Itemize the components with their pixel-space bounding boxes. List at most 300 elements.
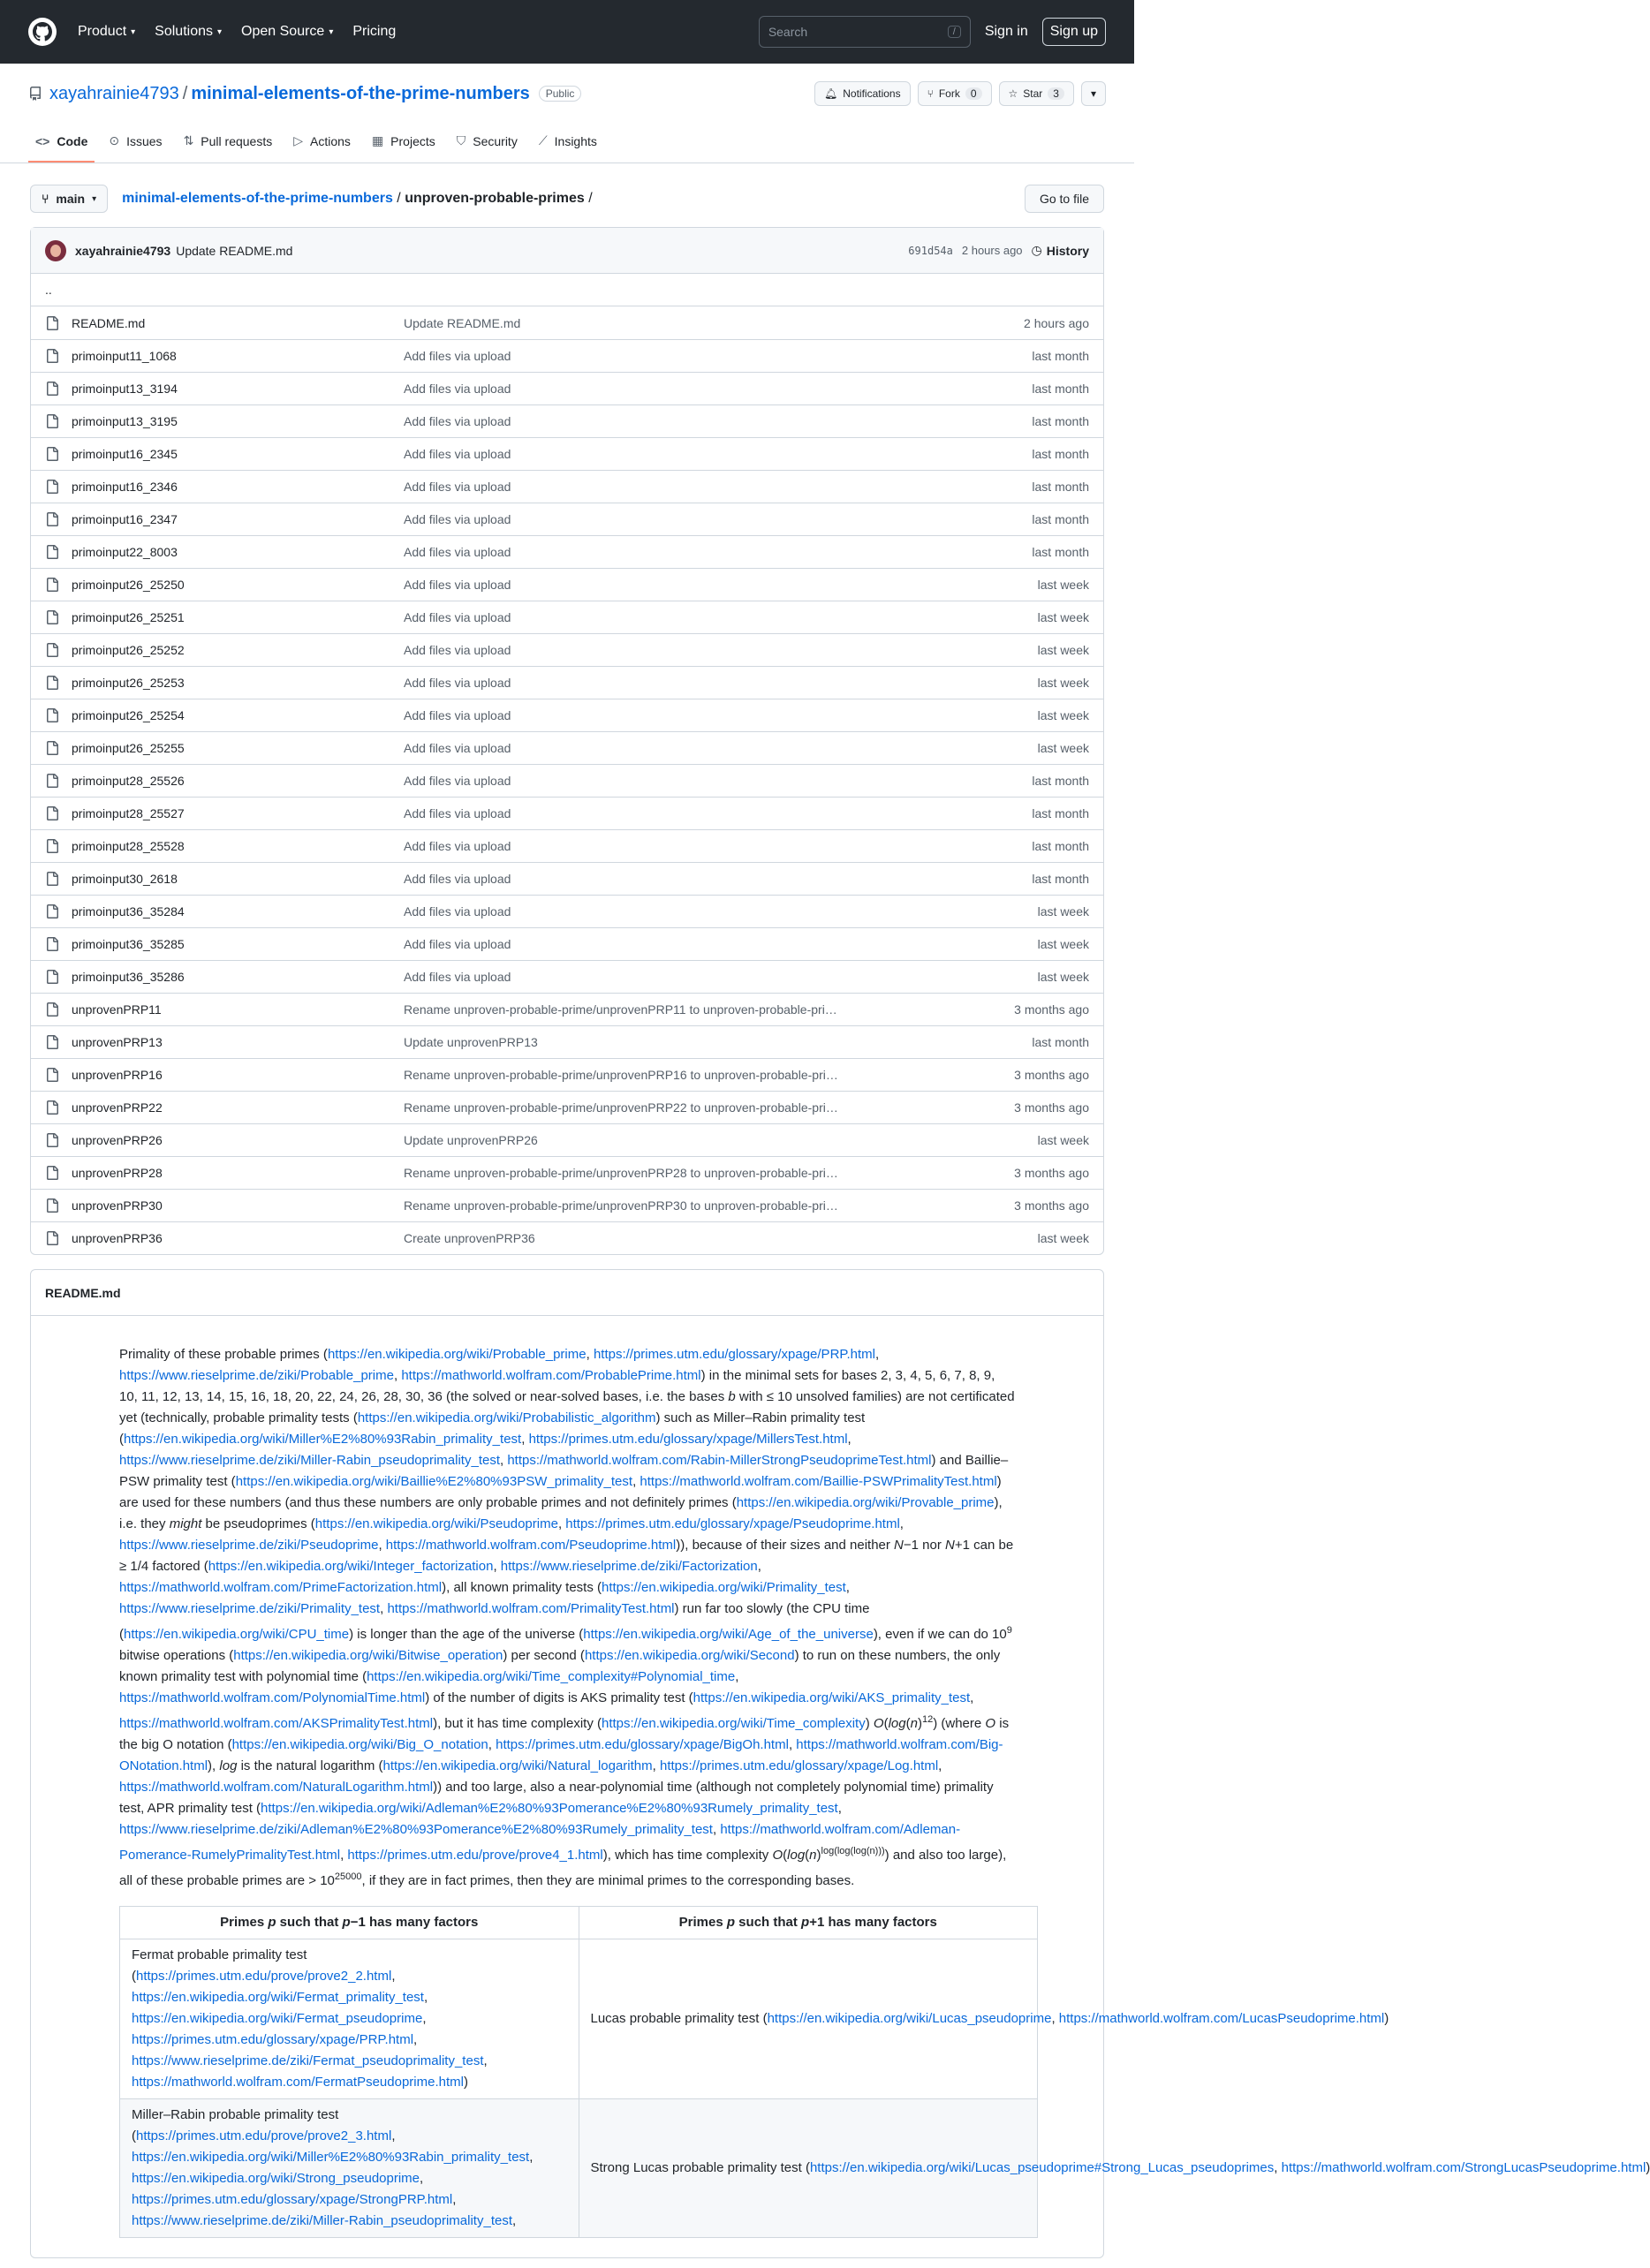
file-name-link[interactable]: unprovenPRP28 — [72, 1166, 163, 1180]
file-row[interactable] — [31, 503, 1103, 535]
file-age: last week — [1037, 970, 1089, 984]
file-row[interactable] — [31, 404, 1103, 437]
readme-link[interactable]: https://en.wikipedia.org/wiki/Lucas_pseudoprime#Strong_Lucas_pseudoprimes — [809, 2160, 1275, 2175]
readme-link[interactable]: https://en.wikipedia.org/wiki/Baillie%E2%80%93PSW_primality_test — [235, 1474, 633, 1489]
readme-link[interactable]: https://mathworld.wolfram.com/Rabin-MillerStrongPseudoprimeTest.html — [507, 1453, 932, 1468]
commit-meta — [908, 243, 1089, 258]
file-age: 3 months ago — [1014, 1100, 1089, 1115]
file-row[interactable] — [31, 993, 1103, 1025]
readme-link[interactable]: https://en.wikipedia.org/wiki/Fermat_pseudoprime — [132, 2011, 423, 2026]
readme-link[interactable]: https://primes.utm.edu/glossary/xpage/PRP.html — [593, 1347, 875, 1362]
file-commit-message[interactable]: Add files via upload — [404, 839, 511, 853]
readme-text: +1 can be ≥ 1/4 factored ( — [119, 1538, 1014, 1574]
file-commit-message[interactable]: Add files via upload — [404, 447, 511, 461]
file-name-link[interactable]: primoinput26_25254 — [72, 708, 185, 722]
file-row[interactable] — [31, 829, 1103, 862]
readme-text: , — [500, 1453, 508, 1468]
file-commit-message[interactable]: Update unprovenPRP26 — [404, 1133, 538, 1147]
file-age: last month — [1032, 872, 1089, 886]
file-age: last week — [1037, 708, 1089, 722]
file-name-link[interactable]: primoinput36_35284 — [72, 904, 185, 919]
file-commit-message[interactable]: Add files via upload — [404, 480, 511, 494]
file-commit-message[interactable]: Create unprovenPRP36 — [404, 1231, 535, 1245]
file-name-link[interactable]: unprovenPRP26 — [72, 1133, 163, 1147]
file-age: last month — [1032, 839, 1089, 853]
file-commit-message[interactable]: Add files via upload — [404, 578, 511, 592]
readme-italic-text: O — [772, 1848, 783, 1863]
file-commit-message[interactable]: Add files via upload — [404, 545, 511, 559]
readme-link[interactable]: https://en.wikipedia.org/wiki/CPU_time — [124, 1627, 350, 1642]
file-row[interactable] — [31, 699, 1103, 731]
search-placeholder: Search — [768, 25, 808, 39]
file-name-link[interactable]: unprovenPRP16 — [72, 1068, 163, 1082]
readme-text: , — [493, 1559, 501, 1574]
readme-link[interactable]: https://en.wikipedia.org/wiki/AKS_primality_test — [693, 1690, 971, 1705]
star-label: Star — [1023, 87, 1043, 100]
tab-issues[interactable] — [102, 133, 169, 163]
readme-text: ) is longer than the age of the universe ( — [349, 1627, 584, 1642]
readme-text: , — [488, 1737, 496, 1752]
file-name-link[interactable]: primoinput28_25528 — [72, 839, 185, 853]
nav-solutions[interactable] — [155, 24, 222, 40]
file-name-link[interactable]: primoinput16_2346 — [72, 480, 178, 494]
star-icon: ☆ — [1008, 87, 1018, 100]
file-commit-message[interactable]: Add files via upload — [404, 937, 511, 951]
readme-link[interactable]: https://en.wikipedia.org/wiki/Probable_prime — [327, 1347, 587, 1362]
readme-link[interactable]: https://www.rieselprime.de/ziki/Fermat_pseudoprimality_test — [132, 2053, 484, 2068]
file-commit-message[interactable]: Add files via upload — [404, 349, 511, 363]
file-row[interactable] — [31, 1156, 1103, 1189]
readme-link[interactable]: https://primes.utm.edu/prove/prove2_2.html — [136, 1969, 392, 1984]
file-commit-message[interactable]: Add files via upload — [404, 676, 511, 690]
repo-actions — [814, 81, 1106, 106]
file-name-link[interactable]: README.md — [72, 315, 146, 330]
readme-link[interactable]: https://www.rieselprime.de/ziki/Adleman%E2%80%93Pomerance%E2%80%93Rumely_primality_test — [119, 1822, 713, 1837]
readme-text: ) in the minimal sets for bases 2, 3, 4, 5, 6, 7, 8, 9, 10, 11, 12, 13, 14, 15, 16, 18, 20, 22, 24, 26, 28, 30, 36 (the solved or near-solved bases, i.e. the bases — [119, 1368, 995, 1404]
file-commit-message[interactable]: Rename unproven-probable-prime/unprovenPRP28 to unproven-probable-pri… — [404, 1166, 838, 1180]
readme-link[interactable]: https://en.wikipedia.org/wiki/Primality_test — [602, 1580, 846, 1595]
readme-link[interactable]: https://mathworld.wolfram.com/PrimeFactorization.html — [119, 1580, 443, 1595]
file-icon — [45, 382, 59, 396]
file-list — [30, 227, 1104, 1255]
readme-text: , — [757, 1559, 761, 1574]
latest-commit — [31, 228, 1103, 274]
file-age: last month — [1032, 382, 1089, 396]
file-icon — [45, 1100, 59, 1115]
readme-link[interactable]: https://mathworld.wolfram.com/LucasPseudoprime.html — [1058, 2011, 1385, 2026]
file-icon — [45, 349, 59, 363]
file-commit-message[interactable]: Rename unproven-probable-prime/unprovenPRP30 to unproven-probable-pri… — [404, 1198, 838, 1213]
readme-text: , — [938, 1758, 942, 1773]
file-name-link[interactable]: primoinput13_3195 — [72, 414, 178, 428]
readme-text: , — [340, 1848, 348, 1863]
file-row[interactable] — [31, 1058, 1103, 1091]
star-button[interactable] — [999, 81, 1074, 106]
file-name-link[interactable]: unprovenPRP22 — [72, 1100, 163, 1115]
github-logo-icon[interactable] — [28, 18, 57, 46]
file-age: 3 months ago — [1014, 1002, 1089, 1017]
file-name-link[interactable]: primoinput26_25253 — [72, 676, 185, 690]
file-name-link[interactable]: unprovenPRP11 — [72, 1002, 162, 1017]
file-age: last week — [1037, 610, 1089, 624]
readme-italic-text: O — [873, 1716, 884, 1731]
file-row[interactable] — [31, 372, 1103, 404]
file-age: last week — [1037, 904, 1089, 919]
tab-pull-requests[interactable] — [177, 133, 280, 163]
readme-text: with ≤ 10 unsolved families) are not certificated yet (technically, probable primality tests ( — [119, 1389, 1015, 1425]
readme-link[interactable]: https://www.rieselprime.de/ziki/Pseudoprime — [119, 1538, 379, 1553]
sign-up-button[interactable]: Sign up — [1042, 18, 1106, 46]
branch-icon: ⑂ — [42, 192, 49, 206]
file-icon — [45, 447, 59, 461]
readme-link[interactable]: https://primes.utm.edu/prove/prove2_3.html — [136, 2128, 392, 2143]
breadcrumb-separator: / — [397, 191, 405, 206]
readme-link[interactable]: https://primes.utm.edu/glossary/xpage/Pseudoprime.html — [565, 1516, 900, 1531]
chevron-down-icon: ▾ — [329, 26, 334, 37]
readme-link[interactable]: https://en.wikipedia.org/wiki/Strong_pseudoprime — [132, 2171, 420, 2186]
file-name-link[interactable]: primoinput26_25255 — [72, 741, 185, 755]
readme-link[interactable]: https://mathworld.wolfram.com/FermatPseudoprime.html — [132, 2075, 464, 2090]
readme-text: ) — [917, 1716, 922, 1731]
readme-text: , — [899, 1516, 904, 1531]
readme-link[interactable]: https://mathworld.wolfram.com/Big-ONotation.html — [119, 1737, 1003, 1773]
file-commit-message[interactable]: Add files via upload — [404, 806, 511, 820]
readme-text: Miller–Rabin probable primality test ( — [132, 2107, 339, 2143]
readme-link[interactable]: https://mathworld.wolfram.com/Baillie-PSWPrimalityTest.html — [640, 1474, 997, 1489]
readme-text: ), all known primality tests ( — [442, 1580, 602, 1595]
file-row[interactable] — [31, 633, 1103, 666]
readme-link[interactable]: https://en.wikipedia.org/wiki/Miller%E2%80%93Rabin_primality_test — [132, 2150, 530, 2165]
file-row[interactable] — [31, 1091, 1103, 1123]
readme-text: , — [423, 1990, 428, 2005]
file-age: last month — [1032, 414, 1089, 428]
file-row[interactable] — [31, 1025, 1103, 1058]
file-row[interactable] — [31, 339, 1103, 372]
tab-label: Projects — [390, 133, 435, 148]
breadcrumb-repo-link[interactable]: minimal-elements-of-the-prime-numbers — [122, 191, 393, 206]
file-name-link[interactable]: primoinput16_2345 — [72, 447, 178, 461]
file-icon — [45, 512, 59, 526]
readme-text: , — [413, 2032, 418, 2047]
file-commit-message[interactable]: Add files via upload — [404, 904, 511, 919]
repo-icon — [28, 87, 42, 101]
readme-text: be pseudoprimes ( — [201, 1516, 315, 1531]
file-commit-message[interactable]: Add files via upload — [404, 382, 511, 396]
file-row[interactable] — [31, 960, 1103, 993]
readme-text: bitwise operations ( — [119, 1648, 234, 1663]
readme-link[interactable]: https://en.wikipedia.org/wiki/Time_complexity#Polynomial_time — [367, 1669, 736, 1684]
file-commit-message[interactable]: Add files via upload — [404, 512, 511, 526]
file-row[interactable] — [31, 764, 1103, 797]
nav-open-source[interactable] — [241, 24, 333, 40]
file-name-link[interactable]: unprovenPRP36 — [72, 1231, 163, 1245]
table-cell-right — [579, 2099, 1650, 2238]
readme-link[interactable]: https://mathworld.wolfram.com/Pseudoprime.html — [385, 1538, 677, 1553]
file-name-link[interactable]: primoinput28_25527 — [72, 806, 185, 820]
readme-text: , — [735, 1669, 739, 1684]
readme-text: ) to run on these numbers, the only known primality test with polynomial time ( — [119, 1648, 1001, 1684]
shield-icon: ⛉ — [456, 133, 466, 147]
readme-text: Primality of these probable primes ( — [119, 1347, 328, 1362]
readme-link[interactable]: https://mathworld.wolfram.com/StrongLucasPseudoprime.html — [1281, 2160, 1646, 2175]
star-dropdown-button[interactable] — [1081, 81, 1106, 106]
repo-header — [0, 64, 1134, 163]
readme-link[interactable]: https://www.rieselprime.de/ziki/Primality_test — [119, 1601, 381, 1616]
file-commit-message[interactable]: Add files via upload — [404, 872, 511, 886]
readme-link[interactable]: https://primes.utm.edu/glossary/xpage/MillersTest.html — [528, 1432, 848, 1447]
readme-text: ) — [865, 1716, 874, 1731]
readme-link[interactable]: https://www.rieselprime.de/ziki/Factorization — [500, 1559, 758, 1574]
file-row[interactable] — [31, 895, 1103, 927]
readme-link[interactable]: https://en.wikipedia.org/wiki/Big_O_notation — [231, 1737, 488, 1752]
readme-text: , — [391, 1969, 396, 1984]
readme-link[interactable]: https://mathworld.wolfram.com/PrimalityTest.html — [387, 1601, 675, 1616]
sign-in-link[interactable]: Sign in — [984, 24, 1028, 39]
file-name-link[interactable]: primoinput26_25250 — [72, 578, 185, 592]
readme-link[interactable]: https://primes.utm.edu/glossary/xpage/Log.html — [660, 1758, 939, 1773]
repo-owner-link[interactable]: xayahrainie4793 — [49, 83, 179, 103]
readme-superscript: 25000 — [334, 1871, 362, 1882]
file-row[interactable] — [31, 470, 1103, 503]
file-commit-message[interactable]: Rename unproven-probable-prime/unprovenPRP11 to unproven-probable-pri… — [404, 1002, 837, 1017]
readme-link[interactable]: https://www.rieselprime.de/ziki/Miller-Rabin_pseudoprimality_test — [132, 2213, 512, 2228]
file-commit-message[interactable]: Add files via upload — [404, 414, 511, 428]
file-row[interactable] — [31, 601, 1103, 633]
file-icon — [45, 774, 59, 788]
file-name-link[interactable]: primoinput11_1068 — [72, 349, 177, 363]
tab-projects[interactable] — [365, 133, 443, 163]
readme-superscript: log(log(log(n))) — [821, 1846, 885, 1856]
readme-link[interactable]: https://mathworld.wolfram.com/AKSPrimalityTest.html — [119, 1716, 434, 1731]
readme-text: ) and also too large), all of these probable primes are > 10 — [119, 1848, 1007, 1888]
file-commit-message[interactable]: Add files via upload — [404, 741, 511, 755]
readme-link[interactable]: https://en.wikipedia.org/wiki/Natural_logarithm — [382, 1758, 653, 1773]
file-name-link[interactable]: primoinput30_2618 — [72, 872, 178, 886]
top-nav — [78, 24, 396, 40]
file-row[interactable] — [31, 306, 1103, 339]
file-commit-message[interactable]: Rename unproven-probable-prime/unprovenPRP16 to unproven-probable-pri… — [404, 1068, 838, 1082]
file-name-link[interactable]: primoinput28_25526 — [72, 774, 185, 788]
readme-link[interactable]: https://en.wikipedia.org/wiki/Fermat_primality_test — [132, 1990, 424, 2005]
tab-label: Security — [473, 133, 518, 148]
file-icon — [45, 839, 59, 853]
branch-selector[interactable] — [30, 185, 108, 213]
readme-text: , — [847, 1432, 851, 1447]
file-name-link[interactable]: primoinput36_35286 — [72, 970, 185, 984]
file-icon — [45, 1035, 59, 1049]
readme-link[interactable]: https://en.wikipedia.org/wiki/Age_of_the_universe — [583, 1627, 874, 1642]
readme-text: , — [874, 1347, 880, 1362]
file-icon — [45, 741, 59, 755]
readme-italic-text: log — [219, 1758, 238, 1773]
file-commit-message[interactable]: Update unprovenPRP13 — [404, 1035, 538, 1049]
readme-link[interactable]: https://mathworld.wolfram.com/PolynomialTime.html — [119, 1690, 426, 1705]
readme-text: , — [483, 2053, 488, 2068]
readme-link[interactable]: https://primes.utm.edu/prove/prove4_1.html — [347, 1848, 603, 1863]
readme-text: , — [529, 2150, 534, 2165]
readme-text: , — [788, 1737, 797, 1752]
file-icon — [45, 414, 59, 428]
file-commit-message[interactable]: Add files via upload — [404, 610, 511, 624]
nav-solutions-label: Solutions — [155, 24, 213, 39]
readme-text: ) — [463, 2075, 468, 2090]
readme-text: ( — [805, 1848, 810, 1863]
file-row[interactable] — [31, 927, 1103, 960]
fork-label: Fork — [938, 87, 960, 100]
go-to-file-button[interactable]: Go to file — [1025, 185, 1104, 213]
readme-link[interactable]: https://en.wikipedia.org/wiki/Pseudoprime — [314, 1516, 558, 1531]
readme-superscript: 12 — [921, 1714, 934, 1725]
readme-text: , — [521, 1432, 529, 1447]
file-age: last month — [1032, 512, 1089, 526]
search-input[interactable] — [759, 16, 971, 48]
file-commit-message[interactable]: Add files via upload — [404, 708, 511, 722]
readme-text: )) and too large, also a near-polynomial time (although not completely polynomial time) primality test, APR primality test ( — [119, 1780, 994, 1816]
readme-link[interactable]: https://en.wikipedia.org/wiki/Lucas_pseudoprime — [767, 2011, 1052, 2026]
readme-text: Fermat probable primality test ( — [132, 1947, 307, 1984]
file-icon — [45, 610, 59, 624]
readme-link[interactable]: https://mathworld.wolfram.com/ProbablePrime.html — [401, 1368, 701, 1383]
file-icon — [45, 1166, 59, 1180]
nav-pricing[interactable] — [352, 24, 396, 40]
file-name-link[interactable]: unprovenPRP30 — [72, 1198, 163, 1213]
tab-label: Insights — [554, 133, 597, 148]
notifications-button[interactable] — [814, 81, 911, 106]
file-age: last month — [1032, 447, 1089, 461]
readme-text: , — [380, 1601, 388, 1616]
readme-text: ), which has time complexity — [602, 1848, 773, 1863]
readme-text: ), but it has time complexity ( — [433, 1716, 602, 1731]
fork-button[interactable] — [918, 81, 992, 106]
file-commit-message[interactable]: Update README.md — [404, 315, 521, 330]
file-icon — [45, 1198, 59, 1213]
file-icon — [45, 970, 59, 984]
readme-text: , — [420, 2171, 424, 2186]
readme-link[interactable]: https://en.wikipedia.org/wiki/Bitwise_operation — [233, 1648, 503, 1663]
readme-text: , — [378, 1538, 386, 1553]
file-name-link[interactable]: primoinput16_2347 — [72, 512, 178, 526]
history-link[interactable] — [1032, 243, 1089, 258]
readme-link[interactable]: https://www.rieselprime.de/ziki/Probable_prime — [119, 1368, 394, 1383]
file-commit-message[interactable]: Add files via upload — [404, 970, 511, 984]
file-age: 3 months ago — [1014, 1068, 1089, 1082]
readme-text: , — [512, 2213, 517, 2228]
readme-text: , — [845, 1580, 850, 1595]
file-icon — [45, 316, 59, 330]
parent-directory-link[interactable]: .. — [45, 283, 52, 297]
tab-actions[interactable] — [286, 133, 358, 163]
file-commit-message[interactable]: Add files via upload — [404, 774, 511, 788]
readme-link[interactable]: https://en.wikipedia.org/wiki/Integer_factorization — [208, 1559, 494, 1574]
table-cell-right — [579, 1939, 1389, 2099]
file-commit-message[interactable]: Rename unproven-probable-prime/unprovenPRP22 to unproven-probable-pri… — [404, 1100, 838, 1115]
file-row[interactable] — [31, 568, 1103, 601]
readme-text: Strong Lucas probable primality test ( — [590, 2160, 810, 2175]
file-name-link[interactable]: primoinput26_25252 — [72, 643, 185, 657]
play-icon: ▷ — [293, 133, 304, 147]
file-commit-message[interactable]: Add files via upload — [404, 643, 511, 657]
readme-link[interactable]: https://en.wikipedia.org/wiki/Probabilistic_algorithm — [357, 1410, 656, 1425]
readme-link[interactable]: https://primes.utm.edu/glossary/xpage/StrongPRP.html — [132, 2192, 453, 2207]
history-label: History — [1046, 243, 1089, 258]
nav-product-label: Product — [78, 24, 127, 39]
file-name-link[interactable]: primoinput36_35285 — [72, 937, 185, 951]
file-row[interactable] — [31, 731, 1103, 764]
readme-link[interactable]: https://en.wikipedia.org/wiki/Provable_prime — [736, 1495, 995, 1510]
chevron-down-icon: ▾ — [92, 193, 97, 204]
readme-italic-text: O — [985, 1716, 996, 1731]
file-name-link[interactable]: primoinput26_25251 — [72, 610, 185, 624]
readme-link[interactable]: https://mathworld.wolfram.com/Adleman-Pomerance-RumelyPrimalityTest.html — [119, 1822, 961, 1863]
readme-text: , if they are in fact primes, then they are minimal primes to the corresponding bases. — [361, 1873, 855, 1888]
readme-link[interactable]: https://en.wikipedia.org/wiki/Miller%E2%80%93Rabin_primality_test — [124, 1432, 522, 1447]
readme-link[interactable]: https://mathworld.wolfram.com/NaturalLogarithm.html — [119, 1780, 434, 1795]
file-name-link[interactable]: unprovenPRP13 — [72, 1035, 163, 1049]
readme-table-wrapper[interactable] — [119, 1906, 1650, 2238]
file-row[interactable] — [31, 666, 1103, 699]
readme-text: ( — [905, 1716, 911, 1731]
readme-text: , — [837, 1801, 842, 1816]
header-actions — [759, 16, 1106, 48]
readme-text: , — [422, 2011, 427, 2026]
file-row[interactable] — [31, 1123, 1103, 1156]
commit-message[interactable]: Update README.md — [176, 243, 293, 258]
readme-link[interactable]: https://primes.utm.edu/glossary/xpage/PRP.html — [132, 2032, 414, 2047]
readme-link[interactable]: https://en.wikipedia.org/wiki/Time_complexity — [602, 1716, 866, 1731]
parent-directory-row[interactable] — [31, 274, 1103, 306]
tab-insights[interactable] — [532, 133, 604, 163]
repo-name-link[interactable]: minimal-elements-of-the-prime-numbers — [191, 83, 530, 103]
commit-sha[interactable]: 691d54a — [908, 244, 953, 257]
readme-text: ) and Baillie–PSW primality test ( — [119, 1453, 1009, 1489]
readme-text: −1 nor — [903, 1538, 946, 1553]
readme-paragraph — [119, 1344, 1015, 1892]
chevron-down-icon: ▾ — [217, 26, 223, 37]
file-row[interactable] — [31, 797, 1103, 829]
nav-product[interactable] — [78, 24, 135, 40]
file-icon — [45, 806, 59, 820]
commit-author[interactable]: xayahrainie4793 — [75, 243, 171, 258]
readme-text: ), i.e. they — [119, 1495, 1003, 1531]
readme-text: , — [712, 1822, 721, 1837]
file-icon — [45, 1133, 59, 1147]
file-age: last week — [1037, 676, 1089, 690]
file-row[interactable] — [31, 1189, 1103, 1221]
fork-icon: ⑂ — [927, 87, 934, 100]
readme-link[interactable]: https://en.wikipedia.org/wiki/Second — [584, 1648, 795, 1663]
readme-text: ( — [883, 1716, 889, 1731]
readme-text: , — [391, 2128, 396, 2143]
readme-link[interactable]: https://www.rieselprime.de/ziki/Miller-Rabin_pseudoprimality_test — [119, 1453, 500, 1468]
file-name-link[interactable]: primoinput22_8003 — [72, 545, 178, 559]
fork-count: 0 — [965, 87, 982, 100]
file-name-link[interactable]: primoinput13_3194 — [72, 382, 178, 396]
file-row[interactable] — [31, 1221, 1103, 1254]
avatar[interactable] — [45, 240, 66, 261]
readme-link[interactable]: https://en.wikipedia.org/wiki/Adleman%E2%80%93Pomerance%E2%80%93Rumely_primality_test — [261, 1801, 838, 1816]
readme-link[interactable]: https://primes.utm.edu/glossary/xpage/BigOh.html — [496, 1737, 789, 1752]
tab-security[interactable] — [450, 133, 525, 163]
file-row[interactable] — [31, 862, 1103, 895]
branch-name: main — [56, 192, 86, 206]
readme-title: README.md — [31, 1270, 1103, 1316]
readme-text: ), even if we can do 10 — [873, 1627, 1007, 1642]
file-row[interactable] — [31, 437, 1103, 470]
file-row[interactable] — [31, 535, 1103, 568]
file-age: last month — [1032, 806, 1089, 820]
tab-code[interactable] — [28, 134, 95, 163]
readme-text: ( — [783, 1848, 788, 1863]
